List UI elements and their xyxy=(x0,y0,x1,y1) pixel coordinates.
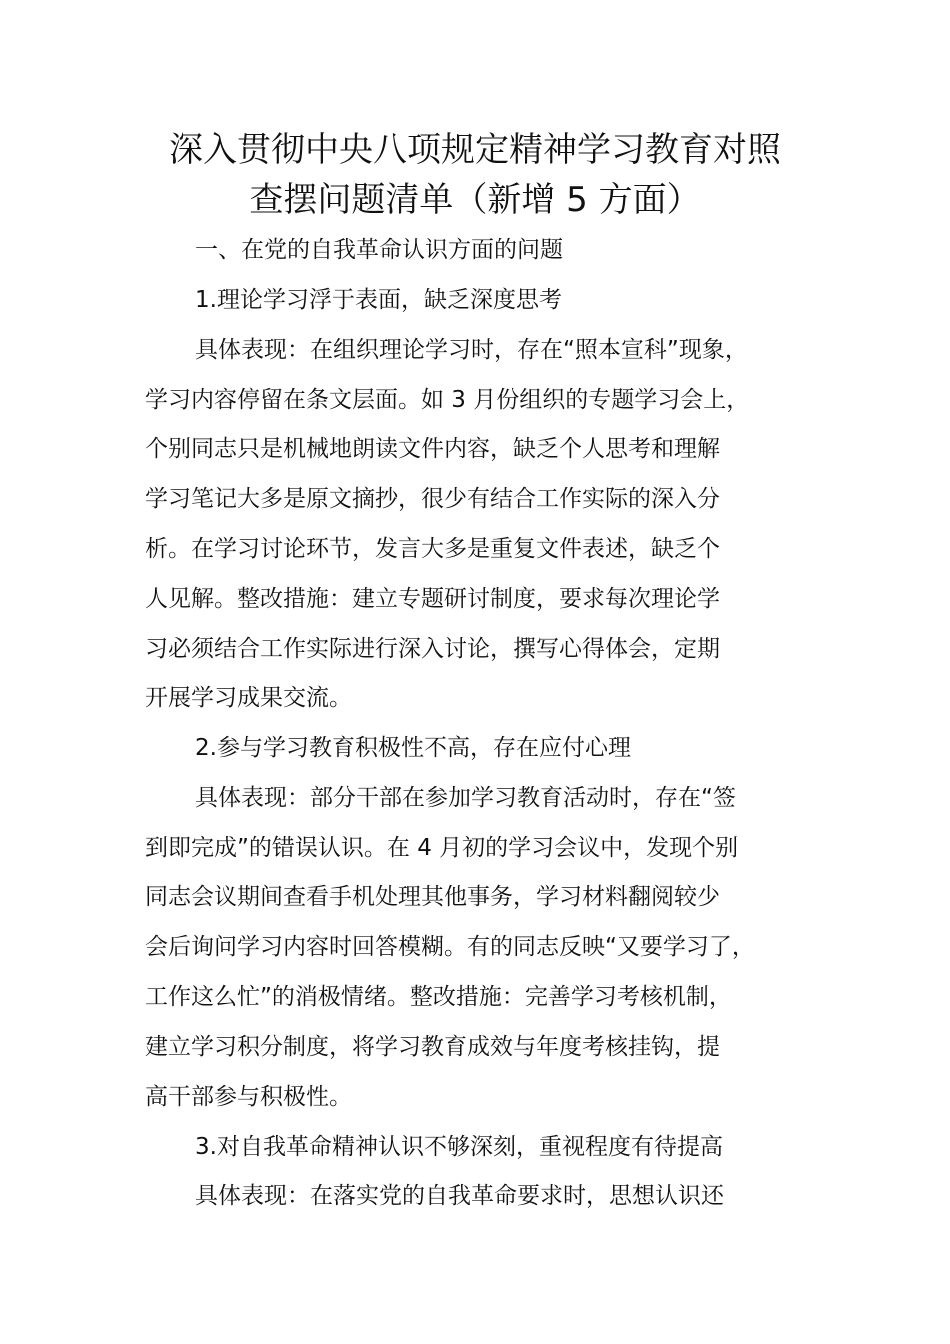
item-heading-2: 2.参与学习教育积极性不高，存在应付心理 xyxy=(195,735,631,761)
item-heading-3: 3.对自我革命精神认识不够深刻，重视程度有待提高 xyxy=(195,1134,723,1160)
paragraph-line: 工作这么忙”的消极情绪。整改措施：完善学习考核机制， xyxy=(145,984,732,1010)
paragraph-line: 具体表现：部分干部在参加学习教育活动时，存在“签 xyxy=(195,785,736,811)
paragraph-line: 具体表现：在落实党的自我革命要求时，思想认识还 xyxy=(195,1183,724,1209)
paragraph-line: 析。在学习讨论环节，发言大多是重复文件表述，缺乏个 xyxy=(145,536,720,562)
paragraph-line: 会后询问学习内容时回答模糊。有的同志反映“又要学习了， xyxy=(145,934,755,960)
section-heading: 一、在党的自我革命认识方面的问题 xyxy=(195,237,563,263)
paragraph-line: 开展学习成果交流。 xyxy=(145,685,352,711)
item-heading-1: 1.理论学习浮于表面，缺乏深度思考 xyxy=(195,287,562,313)
paragraph-line: 高干部参与积极性。 xyxy=(145,1084,352,1110)
paragraph-line: 学习内容停留在条文层面。如 3 月份组织的专题学习会上， xyxy=(145,387,750,413)
document-title-line-2: 查摆问题清单（新增 5 方面） xyxy=(249,180,701,220)
paragraph-line: 个别同志只是机械地朗读文件内容，缺乏个人思考和理解 xyxy=(145,436,720,462)
paragraph-line: 学习笔记大多是原文摘抄，很少有结合工作实际的深入分 xyxy=(145,486,720,512)
paragraph-line: 到即完成”的错误认识。在 4 月初的学习会议中，发现个别 xyxy=(145,835,739,861)
paragraph-line: 习必须结合工作实际进行深入讨论，撰写心得体会，定期 xyxy=(145,636,720,662)
document-title-line-1: 深入贯彻中央八项规定精神学习教育对照 xyxy=(169,130,781,170)
paragraph-line: 人见解。整改措施：建立专题研讨制度，要求每次理论学 xyxy=(145,586,720,612)
paragraph-line: 建立学习积分制度，将学习教育成效与年度考核挂钩，提 xyxy=(145,1034,720,1060)
paragraph-line: 具体表现：在组织理论学习时，存在“照本宣科”现象， xyxy=(195,337,748,363)
paragraph-line: 同志会议期间查看手机处理其他事务，学习材料翻阅较少 xyxy=(145,884,720,910)
